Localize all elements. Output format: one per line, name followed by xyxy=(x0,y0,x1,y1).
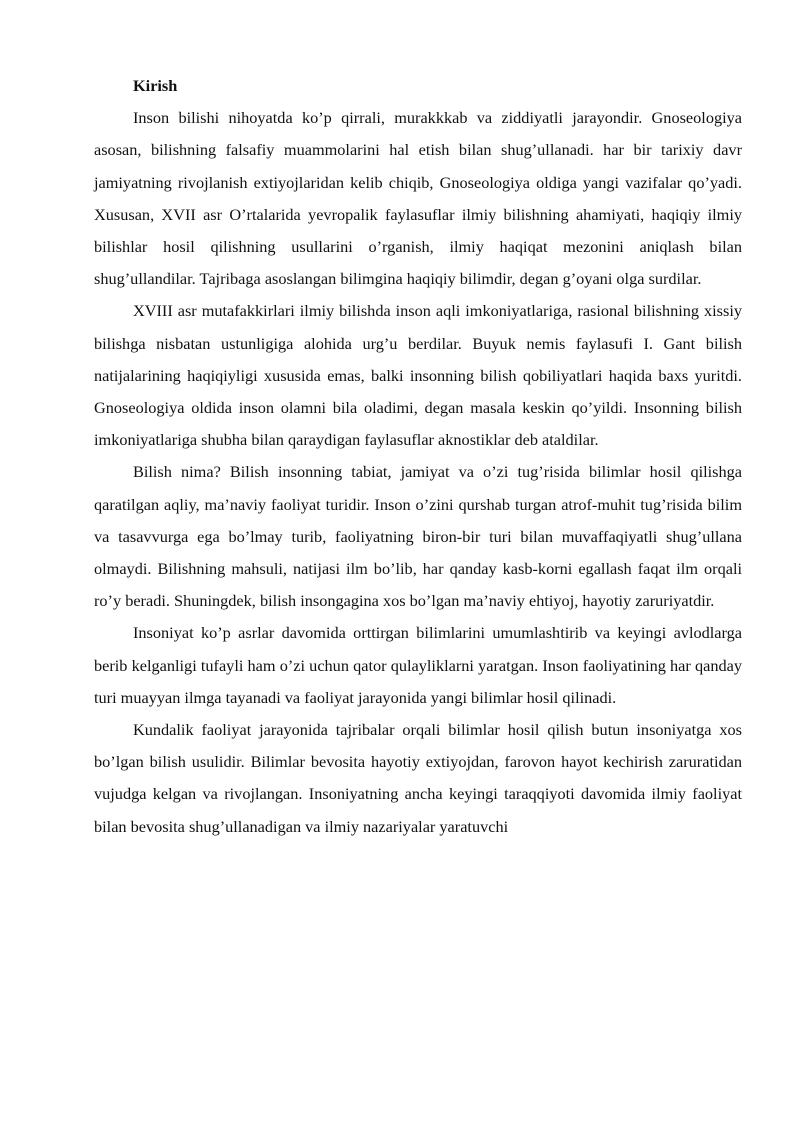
document-body xyxy=(94,70,742,843)
paragraph-5: Kundalik faoliyat jarayonida tajribalar orqali bilimlar hosil qilish butun insoniyatga xos bo’lgan bilish usulidir. Bilimlar bevosita hayotiy extiyojdan, farovon hayot kechirish zaruratidan vujudga kelgan va rivojlangan. Insoniyatning ancha keyingi taraqqiyoti davomida ilmiy faoliyat bilan bevosita shug’ullanadigan va ilmiy nazariyalar yaratuvchi xyxy=(94,720,742,836)
paragraph-3: Bilish nima? Bilish insonning tabiat, jamiyat va o’zi tug’risida bilimlar hosil qilishga qaratilgan aqliy, ma’naviy faoliyat turidir. Inson o’zini qurshab turgan atrof-muhit tug’risida bilim va tasavvurga ega bo’lmay turib, faoliyatning biron-bir turi bilan muvaffaqiyatli shug’ullana olmaydi. Bilishning mahsuli, natijasi ilm bo’lib, har qanday kasb-korni egallash faqat ilm orqali ro’y beradi. Shuningdek, bilish insongagina xos bo’lgan ma’naviy ehtiyoj, hayotiy zaruriyatdir. xyxy=(94,462,742,611)
paragraph-4: Insoniyat ko’p asrlar davomida orttirgan bilimlarini umumlashtirib va keyingi avlodlarga berib kelganligi tufayli ham o’zi uchun qator qulayliklarni yaratgan. Inson faoliyatining har qanday turi muayyan ilmga tayanadi va faoliyat jarayonida yangi bilimlar hosil qilinadi. xyxy=(94,623,742,707)
paragraph-1: Inson bilishi nihoyatda ko’p qirrali, murakkkab va ziddiyatli jarayondir. Gnoseologiya asosan, bilishning falsafiy muammolarini hal etish bilan shug’ullanadi. har bir tarixiy davr jamiyatning rivojlanish extiyojlaridan kelib chiqib, Gnoseologiya oldiga yangi vazifalar qo’yadi. Xususan, XVII asr O’rtalarida yevropalik faylasuflar ilmiy bilishning ahamiyati, haqiqiy ilmiy bilishlar hosil qilishning usullarini o’rganish, ilmiy haqiqat mezonini aniqlash bilan shug’ullandilar. Tajribaga asoslangan bilimgina haqiqiy bilimdir, degan g’oyani olga surdilar. xyxy=(94,108,742,289)
paragraph-2: XVIII asr mutafakkirlari ilmiy bilishda inson aqli imkoniyatlariga, rasional bilishning xissiy bilishga nisbatan ustunligiga alohida urg’u berdilar. Buyuk nemis faylasufi I. Gant bilish natijalarining haqiqiyligi xususida emas, balki insonning bilish qobiliyatlari haqida baxs yuritdi. Gnoseologiya oldida inson olamni bila oladimi, degan masala keskin qo’yildi. Insonning bilish imkoniyatlariga shubha bilan qaraydigan faylasuflar aknostiklar deb ataldilar. xyxy=(94,301,742,450)
section-heading: Kirish xyxy=(133,76,178,95)
